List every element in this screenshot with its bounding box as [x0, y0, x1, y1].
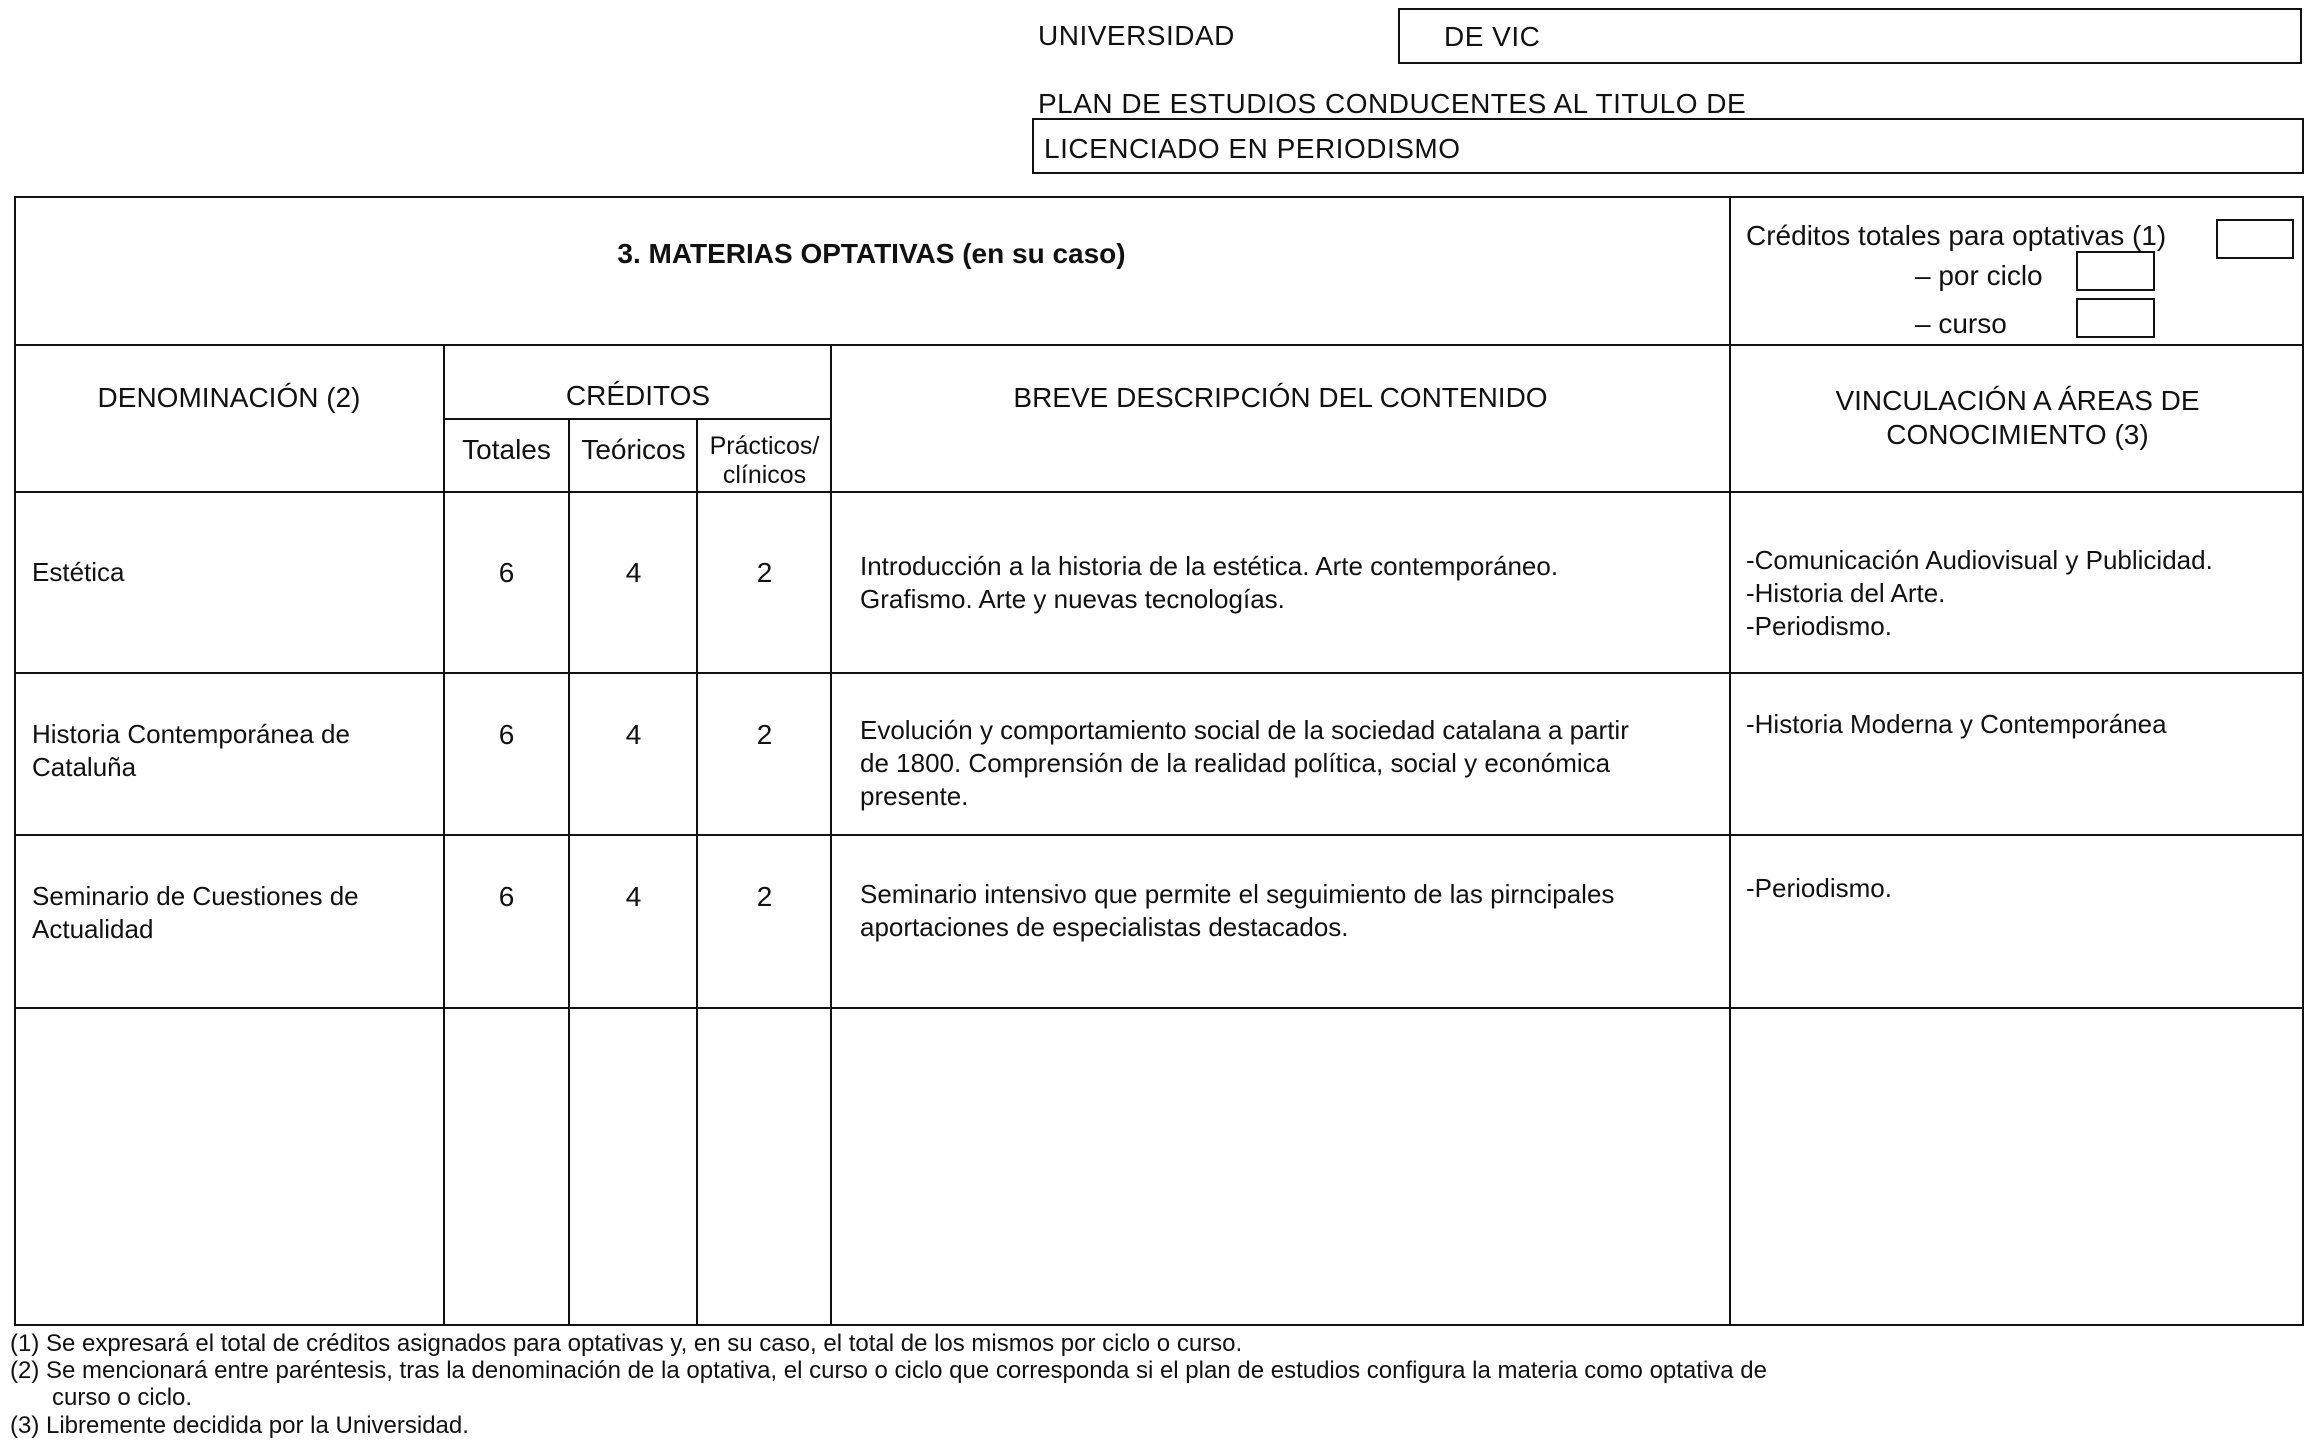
- footnote-2: (2) Se mencionará entre paréntesis, tras la denominación de la optativa, el curso o ciclo que corresponda si el plan de estudios configura la materia como optativa de: [10, 1357, 1767, 1384]
- row-3-name-line1: Seminario de Cuestiones de: [32, 881, 359, 911]
- row-2-teoricos: 4: [625, 719, 642, 750]
- table-divider: [14, 672, 2304, 674]
- per-course-input[interactable]: [2076, 298, 2155, 338]
- row-2-areas: [1746, 708, 2167, 741]
- university-value: DE VIC: [1444, 21, 1541, 52]
- table-divider: [14, 1007, 2304, 1009]
- credits-subheader-divider: [444, 418, 832, 420]
- column-header-totales: Totales: [462, 434, 551, 465]
- column-header-vinculacion-line2: CONOCIMIENTO (3): [1886, 419, 2149, 450]
- row-3-areas: [1746, 872, 1892, 905]
- column-divider: [568, 418, 570, 1326]
- total-credits-label: Créditos totales para optativas (1): [1746, 220, 2167, 251]
- row-2-totales: 6: [498, 719, 515, 750]
- row-3-area-1: -Periodismo.: [1746, 873, 1892, 903]
- row-2-description-line3: presente.: [860, 781, 969, 811]
- section-title: 3. MATERIAS OPTATIVAS (en su caso): [617, 238, 1126, 269]
- row-3-description-line2: aportaciones de especialistas destacados.: [860, 912, 1349, 942]
- row-2-area-1: -Historia Moderna y Contemporánea: [1746, 709, 2167, 739]
- row-2-description-line2: de 1800. Comprensión de la realidad política, social y económica: [860, 748, 1611, 778]
- column-header-practicos-line1: Prácticos/: [709, 432, 820, 460]
- per-cycle-label: – por ciclo: [1915, 260, 2043, 291]
- row-1-area-1: -Comunicación Audiovisual y Publicidad.: [1746, 545, 2213, 575]
- row-1-name-line1: Estética: [32, 557, 125, 587]
- column-divider: [1729, 196, 1731, 1326]
- row-3-description-line1: Seminario intensivo que permite el seguimiento de las pirncipales: [860, 879, 1615, 909]
- column-header-teoricos: Teóricos: [581, 434, 686, 465]
- row-3-description: [860, 878, 1614, 944]
- row-1-areas: [1746, 544, 2213, 643]
- row-2-description-line1: Evolución y comportamiento social de la sociedad catalana a partir: [860, 715, 1629, 745]
- row-2-name-line1: Historia Contemporánea de: [32, 719, 350, 749]
- row-2-practicos: 2: [756, 719, 773, 750]
- row-1-area-3: -Periodismo.: [1746, 611, 1892, 641]
- footnote-2-continued: curso o ciclo.: [52, 1384, 193, 1411]
- row-1-name: [32, 556, 125, 589]
- column-divider: [443, 344, 445, 1326]
- degree-title-value: LICENCIADO EN PERIODISMO: [1044, 133, 1461, 164]
- row-1-description: [860, 550, 1558, 616]
- table-divider: [14, 834, 2304, 836]
- plan-label: PLAN DE ESTUDIOS CONDUCENTES AL TITULO DE: [1038, 88, 1747, 119]
- column-header-denominacion: DENOMINACIÓN (2): [97, 382, 361, 413]
- row-3-name-line2: Actualidad: [32, 914, 154, 944]
- per-cycle-input[interactable]: [2076, 251, 2155, 291]
- row-2-name: [32, 718, 350, 784]
- row-3-name: [32, 880, 359, 946]
- column-divider: [696, 418, 698, 1326]
- column-header-vinculacion: [1731, 384, 2304, 452]
- column-header-practicos: [698, 432, 831, 490]
- row-2-name-line2: Cataluña: [32, 752, 137, 782]
- row-1-teoricos: 4: [625, 557, 642, 588]
- row-1-totales: 6: [498, 557, 515, 588]
- row-3-practicos: 2: [756, 881, 773, 912]
- footnote-3: (3) Libremente decidida por la Universidad.: [10, 1412, 469, 1439]
- university-field: [1398, 8, 2302, 64]
- university-label: UNIVERSIDAD: [1038, 20, 1235, 51]
- row-2-description: [860, 714, 1629, 813]
- row-1-practicos: 2: [756, 557, 773, 588]
- column-header-vinculacion-line1: VINCULACIÓN A ÁREAS DE: [1835, 385, 2200, 416]
- degree-title-field: [1032, 118, 2304, 174]
- footnote-1: (1) Se expresará el total de créditos asignados para optativas y, en su caso, el total de los mismos por ciclo o curso.: [10, 1330, 1243, 1357]
- table-divider: [14, 491, 2304, 493]
- column-divider: [830, 344, 832, 1326]
- column-header-creditos: CRÉDITOS: [565, 380, 711, 411]
- row-1-area-2: -Historia del Arte.: [1746, 578, 1946, 608]
- row-3-totales: 6: [498, 881, 515, 912]
- row-3-teoricos: 4: [625, 881, 642, 912]
- row-1-description-line1: Introducción a la historia de la estética. Arte contemporáneo.: [860, 551, 1559, 581]
- table-divider: [14, 344, 2304, 346]
- column-header-practicos-line2: clínicos: [722, 461, 807, 489]
- per-course-label: – curso: [1915, 308, 2007, 339]
- total-credits-input[interactable]: [2216, 219, 2294, 259]
- column-header-descripcion: BREVE DESCRIPCIÓN DEL CONTENIDO: [1013, 382, 1548, 413]
- row-1-description-line2: Grafismo. Arte y nuevas tecnologías.: [860, 584, 1285, 614]
